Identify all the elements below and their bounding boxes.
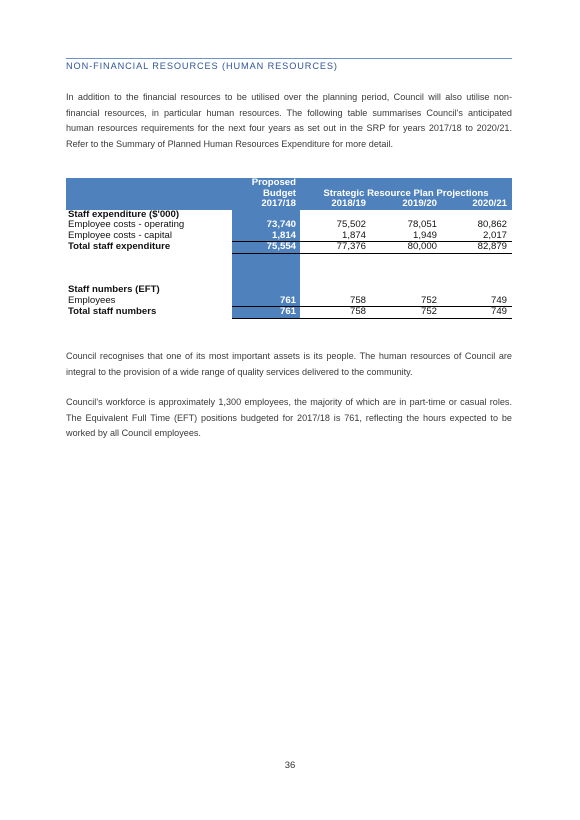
table-row xyxy=(66,296,512,307)
table-row xyxy=(66,210,512,221)
intro-paragraph: In addition to the financial resources to be utilised over the planning period, Council will also utilise non-financial resources, in particular human resources. The following table summarises Council's anticipated human resources requirements for the next four years as set out in the SRP for years 2017/18 to 2020/21. Refer to the Summary of Planned Human Resources Expenditure for more detail. xyxy=(66,92,512,150)
header-row-2 xyxy=(66,189,512,200)
group-heading: Staff expenditure ($'000) xyxy=(68,209,180,220)
cell-value: 78,051 xyxy=(407,220,437,230)
year-header: 2020/21 xyxy=(442,199,512,210)
row-label: Employee costs - operating xyxy=(68,220,185,230)
proposed-label: Proposed xyxy=(232,178,300,189)
spacer-row xyxy=(66,264,512,275)
cell-value: 758 xyxy=(300,307,371,319)
cell-value: 761 xyxy=(232,296,300,307)
workforce-paragraph: Council's workforce is approximately 1,300 employees, the majority of which are in part-time or casual roles. The Equivalent Full Time (EFT) positions budgeted for 2017/18 is 761, reflecting the hours expected to be worked by all Council employees. xyxy=(66,397,512,439)
human-resources-table xyxy=(66,178,512,319)
group-heading: Staff numbers (EFT) xyxy=(68,285,160,295)
year-header: 2018/19 xyxy=(300,199,371,210)
year-header: 2017/18 xyxy=(232,199,300,210)
header-row-1 xyxy=(66,178,512,189)
year-header: 2019/20 xyxy=(371,199,442,210)
header-row-years xyxy=(66,199,512,210)
cell-value: 1,949 xyxy=(371,231,442,242)
spacer-row xyxy=(66,275,512,286)
spacer-row xyxy=(66,253,512,264)
cell-value: 1,814 xyxy=(232,231,300,242)
section-title: NON-FINANCIAL RESOURCES (HUMAN RESOURCES) xyxy=(66,61,338,71)
cell-value: 82,879 xyxy=(442,242,512,254)
cell-value: 80,000 xyxy=(371,242,442,254)
cell-value: 77,376 xyxy=(300,242,371,254)
cell-value: 749 xyxy=(442,307,512,319)
cell-value: 75,502 xyxy=(336,220,366,230)
row-label: Total staff numbers xyxy=(68,306,157,317)
section-heading xyxy=(66,58,512,73)
table-row xyxy=(66,220,512,231)
cell-value: 75,554 xyxy=(232,242,300,254)
cell-value: 73,740 xyxy=(232,220,300,231)
table-row xyxy=(66,285,512,296)
table-row xyxy=(66,231,512,242)
total-row xyxy=(66,242,512,254)
cell-value: 752 xyxy=(371,296,442,307)
row-label: Employee costs - capital xyxy=(68,230,172,241)
cell-value: 758 xyxy=(300,296,371,307)
assets-paragraph: Council recognises that one of its most important assets is its people. The human resources of Council are integral to the provision of a wide range of quality services delivered to the community. xyxy=(66,351,512,377)
cell-value: 761 xyxy=(232,307,300,319)
total-row xyxy=(66,307,512,319)
cell-value: 1,874 xyxy=(300,231,371,242)
cell-value: 749 xyxy=(442,296,512,307)
cell-value: 2,017 xyxy=(442,231,512,242)
cell-value: 752 xyxy=(371,307,442,319)
row-label: Total staff expenditure xyxy=(68,241,171,252)
page-number: 36 xyxy=(284,760,296,771)
srp-projections-title: Strategic Resource Plan Projections xyxy=(300,189,512,200)
row-label: Employees xyxy=(68,295,116,306)
budget-label: Budget xyxy=(232,189,300,200)
cell-value: 80,862 xyxy=(477,220,507,230)
